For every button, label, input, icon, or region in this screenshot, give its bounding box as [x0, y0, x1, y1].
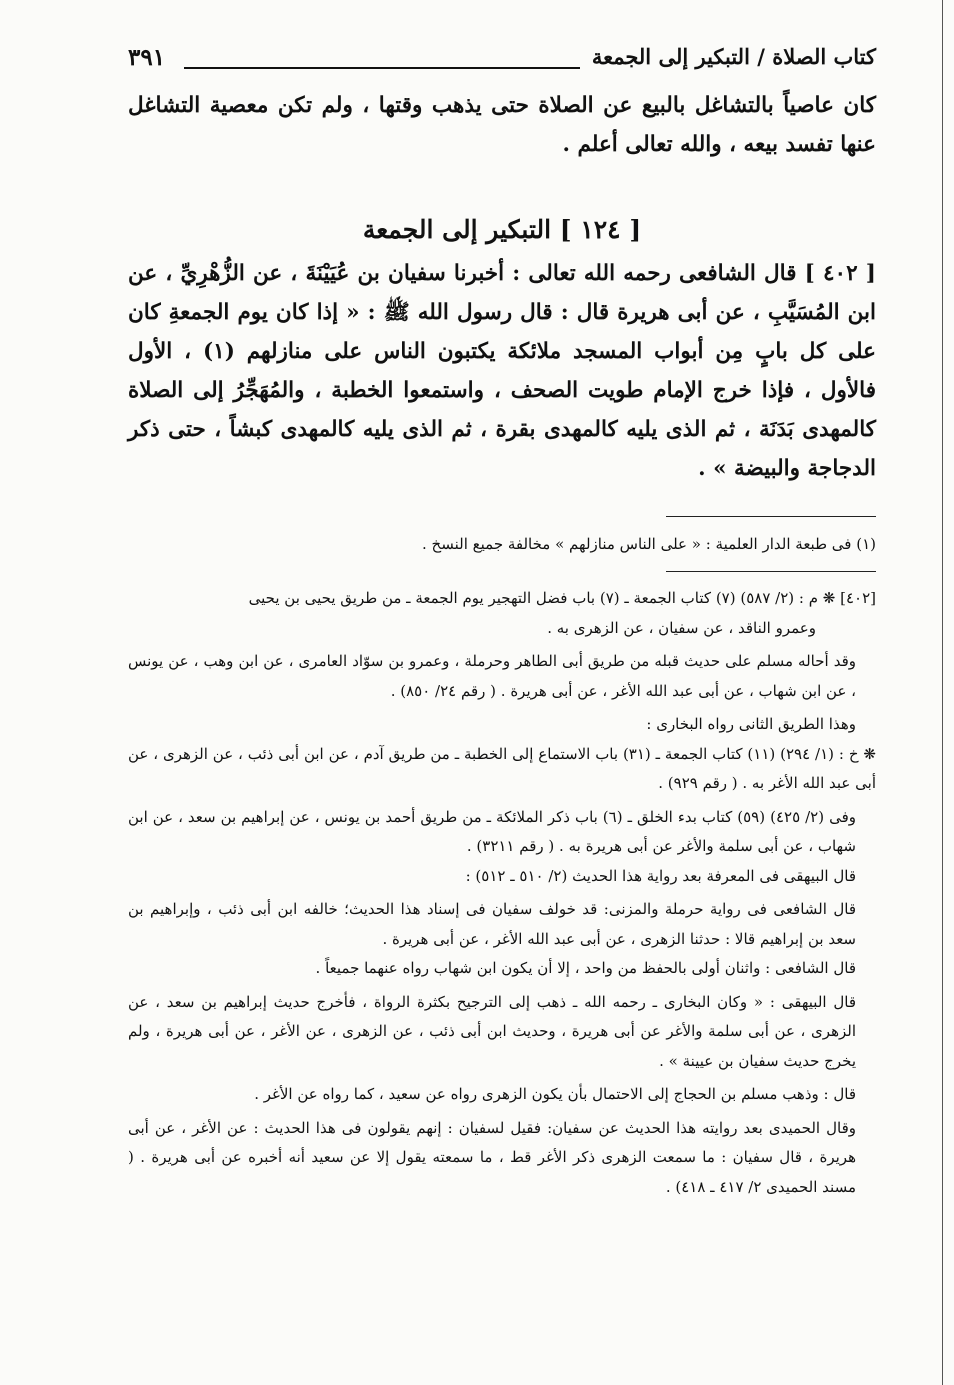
note-line: [٤٠٢] ❋ م : (٢/ ٥٨٧) (٧) كتاب الجمعة ـ (٧) باب فضل التهجير يوم الجمعة ـ من طريق يحيى بن يحيى [248, 589, 876, 607]
note-line: وهذا الطريق الثانى رواه البخارى : [646, 715, 856, 733]
header-rule [184, 67, 580, 69]
hadith-text: [ ٤٠٢ ] قال الشافعى رحمه الله تعالى : أخبرنا سفيان بن عُيَيْنَةَ ، عن الزُّهْرِيِّ ، عن ابن المُسَيَّبِ ، عن أبى هريرة قال : قال رسول الله ﷺ : « إذا كان يوم الجمعةِ كان على كل بابٍ مِن أبواب المسجد ملائكة يكتبون الناس على منازلهم (١) ، الأول فالأول ، فإذا خرج الإمام طويت الصحف ، واستمعوا الخطبة ، والمُهَجِّرُ إلى الصلاة كالمهدى بَدَنَة ، ثم الذى يليه كالمهدى بقرة ، ثم الذى يليه كالمهدى كبشاً ، حتى ذكر الدجاجة والبيضة » . [128, 261, 877, 481]
note-line: قال الشافعى : واثنان أولى بالحفظ من واحد ، إلا أن يكون ابن شهاب رواه عنهما جميعاً . [315, 959, 856, 977]
running-header [128, 38, 876, 78]
note-line: قال البيهقى فى المعرفة بعد رواية هذا الحديث (٢/ ٥١٠ ـ ٥١٢) : [465, 866, 856, 885]
book-page [128, 38, 876, 1202]
notes-rule [666, 571, 876, 572]
note-line: قال : وذهب مسلم بن الحجاج إلى الاحتمال بأن يكون الزهرى رواه عن سعيد ، كما رواه عن الأغر . [254, 1085, 856, 1103]
note-line: ❋ خ : (١/ ٢٩٤) (١١) كتاب الجمعة ـ (٣١) باب الاستماع إلى الخطبة ـ من طريق آدم ، عن ابن أبى ذئب ، عن الزهرى ، عن أبى عبد الله الأغر به . ( رقم ٩٢٩) . [128, 744, 876, 792]
note-line: وقد أحاله مسلم على حديث قبله من طريق أبى الطاهر وحرملة ، وعمرو بن سوّاد العامرى ، عن ابن وهب ، عن يونس ، عن ابن شهاب ، عن أبى عبد الله الأغر ، عن أبى هريرة . ( رقم ٢٤/ ٨٥٠) . [128, 652, 856, 700]
note-line: قال الشافعى فى رواية حرملة والمزنى: قد خولف سفيان فى إسناد هذا الحديث؛ خالفه ابن أبى ذئب ، وإبراهيم بن سعد بن إبراهيم قالا : حدثنا الزهرى ، عن أبى عبد الله الأغر ، عن أبى هريرة . [128, 900, 856, 948]
running-title: كتاب الصلاة / التبكير إلى الجمعة [591, 44, 876, 69]
footnote: (١) فى طبعة الدار العلمية : « على الناس منازلهم » مخالفة جميع النسخ . [422, 535, 876, 553]
chapter-title: [ ١٢٤ ] التبكير إلى الجمعة [362, 215, 642, 244]
note-line: وفى (٢/ ٤٢٥) (٥٩) كتاب بدء الخلق ـ (٦) باب ذكر الملائكة ـ من طريق أحمد بن يونس ، عن إبراهيم بن سعد ، عن ابن شهاب ، عن أبى سلمة والأغر عن أبى هريرة به . ( رقم ٣٢١١) . [128, 807, 856, 855]
note-line: وقال الحميدى بعد روايته هذا الحديث عن سفيان: فقيل لسفيان : إنهم يقولون فى هذا الحديث : عن الأغر ، عن أبى هريرة ، قال سفيان : ما سمعت الزهرى ذكر الأغر قط ، ما سمعته يقول إلا عن سعيد أنه أخبره عن أبى هريرة . ( مسند الحميدى ٢/ ٤١٧ ـ ٤١٨) . [128, 1118, 856, 1196]
page-number: ٣٩١ [128, 44, 166, 71]
footnote-rule [666, 516, 876, 517]
note-line: وعمرو الناقد ، عن سفيان ، عن الزهرى به . [547, 618, 816, 637]
intro-paragraph: كان عاصياً بالتشاغل بالبيع عن الصلاة حتى يذهب وقتها ، ولم تكن معصية التشاغل عنها تفسد بيعه ، والله تعالى أعلم . [128, 93, 876, 157]
note-line: قال البيهقى : « وكان البخارى ـ رحمه الله ـ ذهب إلى الترجيح بكثرة الرواة ، فأخرج حديث إبراهيم بن سعد ، عن الزهرى ، عن أبى سلمة والأغر عن أبى هريرة ، وحديث ابن أبى ذئب ، عن الزهرى ، عن الأغر ، عن أبى هريرة ، ولم يخرج حديث سفيان بن عيينة » . [128, 992, 856, 1070]
page-edge-line [942, 0, 943, 1385]
takhrij-notes [128, 584, 876, 1202]
